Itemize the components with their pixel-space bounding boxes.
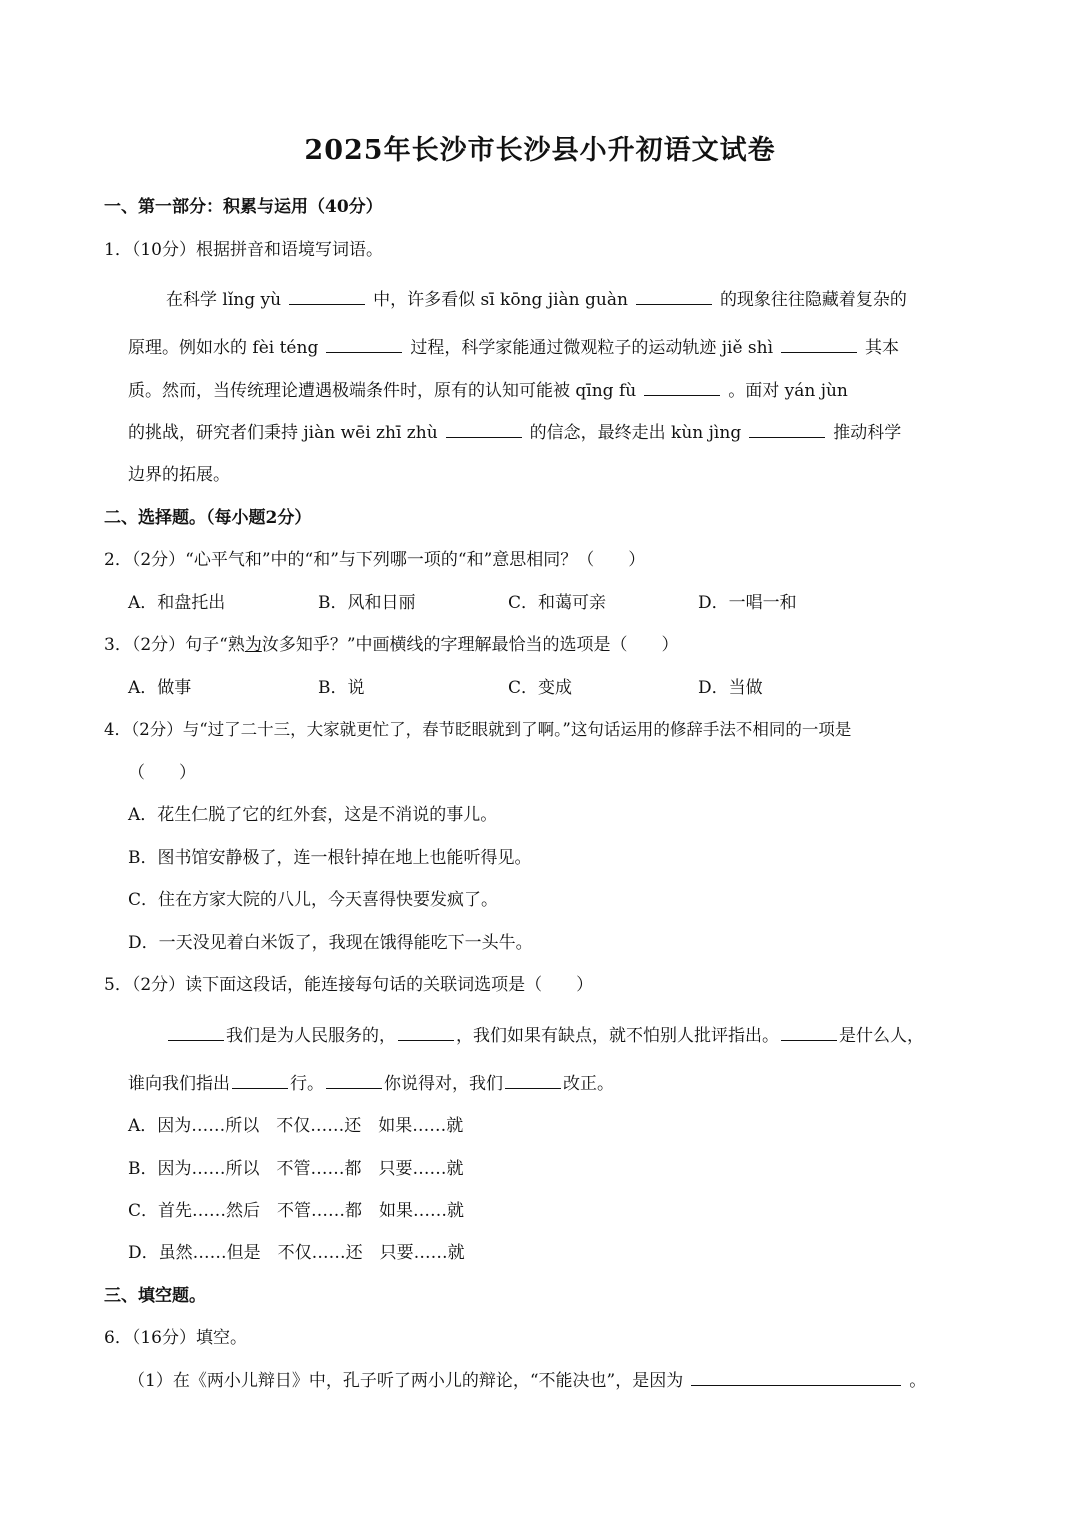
answer-blank[interactable] [398,1024,454,1041]
q1-text: 其本 [865,338,900,358]
answer-blank[interactable] [644,379,720,396]
q5-text: 你说得对，我们 [384,1074,503,1094]
answer-blank[interactable] [781,336,857,353]
q5-text: 谁向我们指出 [128,1074,230,1094]
answer-blank[interactable] [505,1072,561,1089]
q3-underlined-char: 为 [244,635,262,655]
q1-passage-line2 [128,335,899,361]
q1-passage-line4 [128,420,901,446]
q3-stem [104,632,679,658]
q2-options [128,590,888,616]
answer-blank[interactable] [326,336,402,353]
q5-text: ，我们如果有缺点，就不怕别人批评指出。 [456,1026,779,1046]
q2-option-b[interactable]: B．风和日丽 [318,593,416,613]
q2-option-d[interactable]: D．一唱一和 [698,593,797,613]
q1-text: 质。然而，当传统理论遭遇极端条件时，原有的认知可能被 qīng fù [128,381,637,401]
q4-stem: 4．（2分）与“过了二十三，大家就更忙了，春节眨眼就到了啊。”这句话运用的修辞手法不相同的一项是 [104,720,852,739]
q5-text: 改正。 [563,1074,614,1094]
q2-option-c[interactable]: C．和蔼可亲 [508,593,607,613]
q1-text: 推动科学 [833,423,902,443]
q4-option-c[interactable]: C．住在方家大院的八儿，今天喜得快要发疯了。 [128,890,499,910]
exam-title: 2025年长沙市长沙县小升初语文试卷 [304,135,776,166]
q1-text: 在科学 lǐng yù [166,290,282,310]
q1-text: 中，许多看似 sī kōng jiàn guàn [373,290,628,310]
q5-option-b[interactable]: B．因为……所以 不管……都 只要……就 [128,1159,464,1179]
section2-heading: 二、选择题。（每小题2分） [104,508,312,528]
q3-option-c[interactable]: C．变成 [508,678,573,698]
answer-blank[interactable] [289,288,365,305]
q3-option-d[interactable]: D．当做 [698,678,763,698]
q1-passage-line3 [128,378,848,404]
q4-option-a[interactable]: A．花生仁脱了它的红外套，这是不消说的事儿。 [128,805,498,825]
q3-stem-text: 3．（2分）句子“熟 [104,635,245,655]
q5-text: 我们是为人民服务的， [226,1026,396,1046]
q1-passage-line5: 边界的拓展。 [128,465,230,485]
answer-blank[interactable] [636,288,712,305]
q1-passage-line1 [166,287,907,313]
answer-blank[interactable] [232,1072,288,1089]
q2-stem: 2．（2分）“心平气和”中的“和”与下列哪一项的“和”意思相同？（ ） [104,550,646,570]
q6-sub1 [128,1368,926,1394]
q2-option-a[interactable]: A．和盘托出 [128,593,226,613]
q6-stem: 6．（16分）填空。 [104,1328,247,1348]
q5-passage-line1 [166,1023,924,1049]
section3-heading: 三、填空题。 [104,1286,206,1306]
q1-stem: 1．（10分）根据拼音和语境写词语。 [104,240,383,260]
q5-stem: 5．（2分）读下面这段话，能连接每句话的关联词选项是（ ） [104,975,594,995]
answer-blank[interactable] [168,1024,224,1041]
q1-text: 的挑战，研究者们秉持 jiàn wēi zhī zhù [128,423,438,443]
q1-text: 的现象往往隐藏着复杂的 [719,290,907,310]
answer-blank[interactable] [749,421,825,438]
q5-option-c[interactable]: C．首先……然后 不管……都 如果……就 [128,1201,465,1221]
q3-option-b[interactable]: B．说 [318,678,365,698]
answer-blank[interactable] [446,421,522,438]
q4-paren: （ ） [128,763,196,783]
answer-blank[interactable] [781,1024,837,1041]
q1-text: 的信念，最终走出 kùn jìng [529,423,742,443]
q5-option-d[interactable]: D．虽然……但是 不仅……还 只要……就 [128,1243,465,1263]
q5-passage-line2 [128,1071,614,1097]
q5-text: 是什么人， [839,1026,924,1046]
answer-blank[interactable] [326,1072,382,1089]
q6-text: 。 [909,1371,927,1391]
q3-options [128,675,888,701]
q6-text: （1）在《两小儿辩日》中，孔子听了两小儿的辩论，“不能决也”，是因为 [128,1371,684,1391]
q1-text: 。面对 yán jùn [728,381,848,401]
q4-option-b[interactable]: B．图书馆安静极了，连一根针掉在地上也能听得见。 [128,848,532,868]
q5-option-a[interactable]: A．因为……所以 不仅……还 如果……就 [128,1116,464,1136]
q1-text: 原理。例如水的 fèi téng [128,338,319,358]
q3-option-a[interactable]: A．做事 [128,678,192,698]
answer-blank[interactable] [691,1369,901,1386]
section1-heading: 一、第一部分：积累与运用（40分） [104,197,383,217]
q5-text: 行。 [290,1074,324,1094]
q1-text: 过程，科学家能通过微观粒子的运动轨迹 jiě shì [410,338,774,358]
q3-stem-text: 汝多知乎？”中画横线的字理解最恰当的选项是（ ） [261,635,679,655]
q4-option-d[interactable]: D．一天没见着白米饭了，我现在饿得能吃下一头牛。 [128,933,533,953]
